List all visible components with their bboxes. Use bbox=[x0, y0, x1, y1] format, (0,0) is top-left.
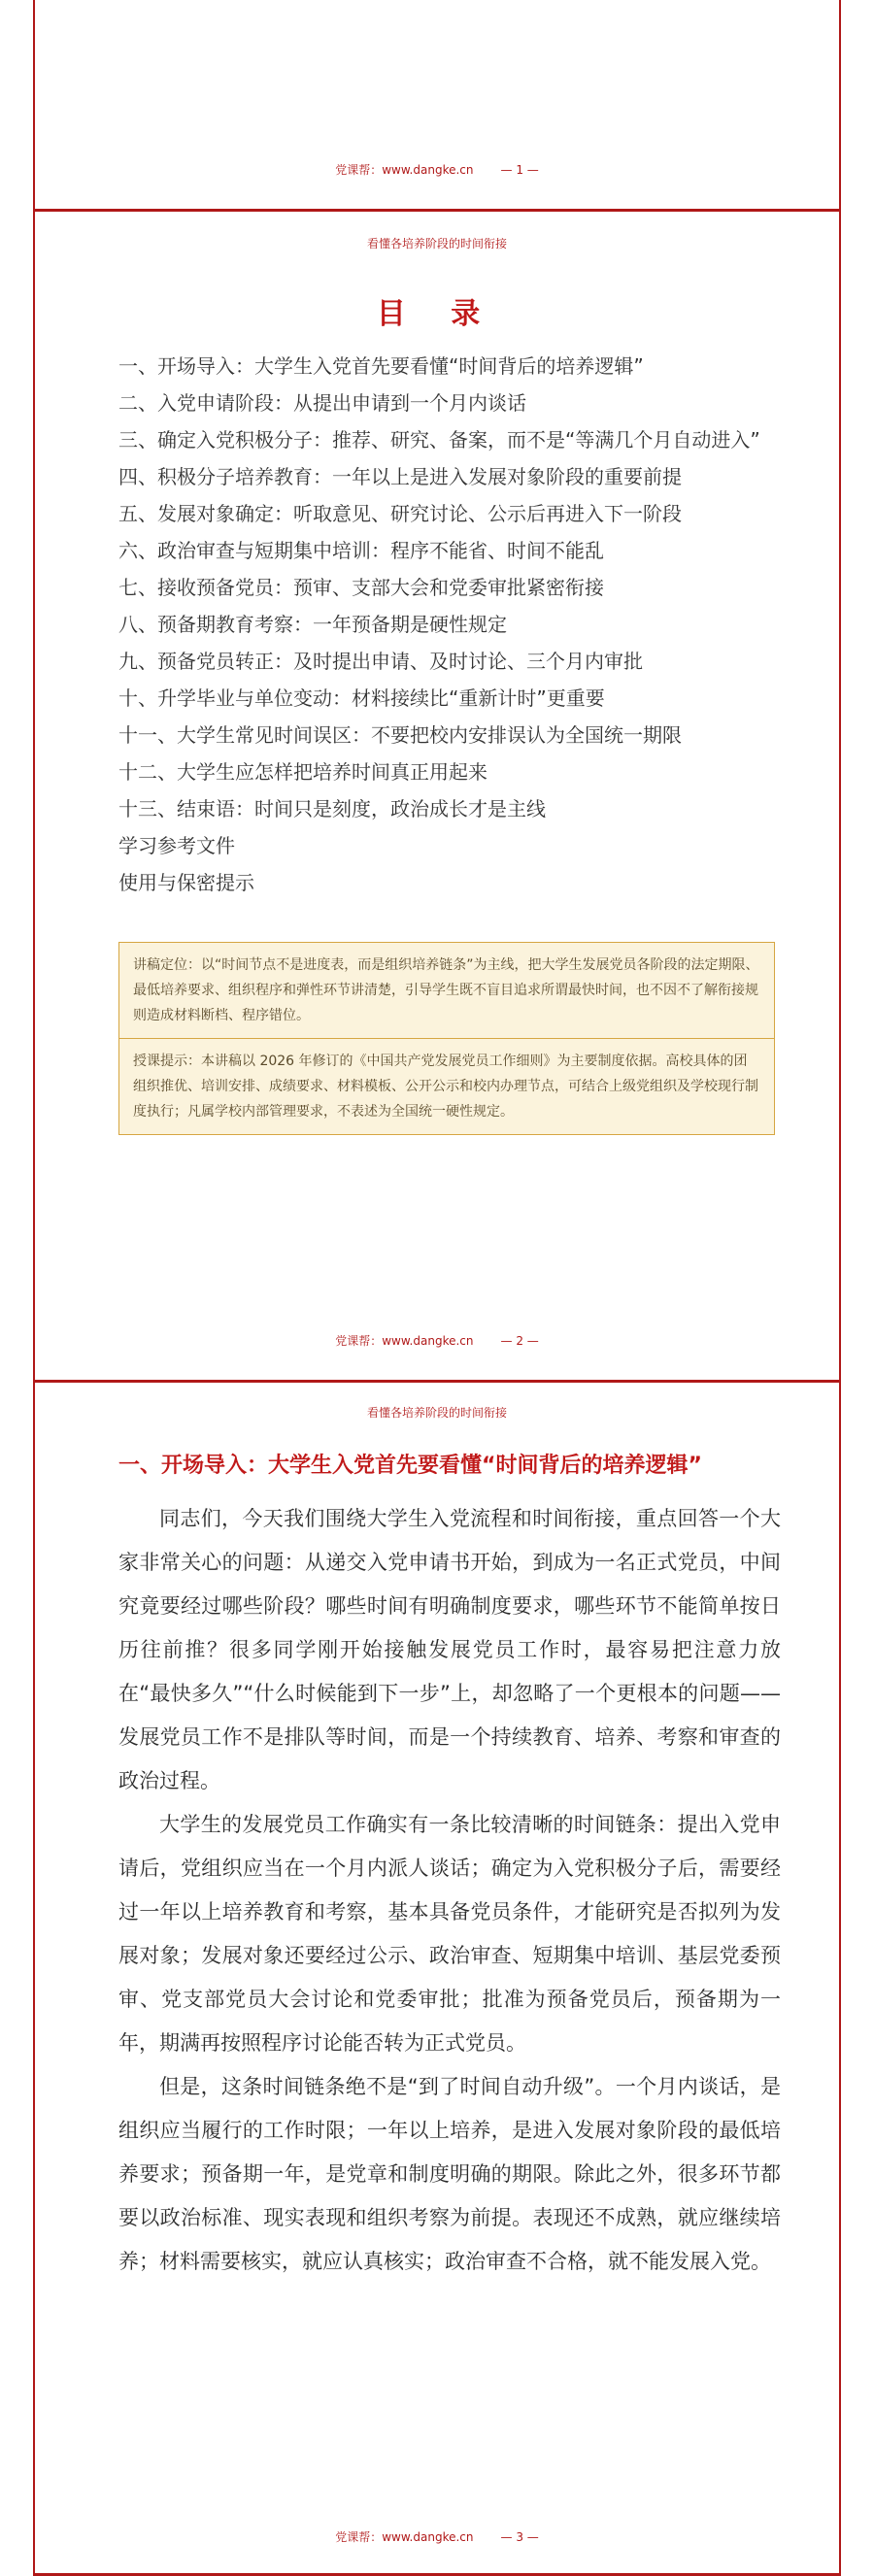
toc-item[interactable]: 九、预备党员转正：及时提出申请、及时讨论、三个月内审批 bbox=[118, 650, 643, 673]
toc-item[interactable]: 八、预备期教育考察：一年预备期是硬性规定 bbox=[118, 613, 507, 636]
toc-item[interactable]: 七、接收预备党员：预审、支部大会和党委审批紧密衔接 bbox=[118, 576, 604, 599]
page-footer bbox=[35, 2528, 839, 2545]
toc-item[interactable]: 十一、大学生常见时间误区：不要把校内安排误认为全国统一期限 bbox=[118, 723, 682, 747]
toc-item[interactable]: 十二、大学生应怎样把培养时间真正用起来 bbox=[118, 760, 487, 784]
toc-item[interactable]: 二、入党申请阶段：从提出申请到一个月内谈话 bbox=[118, 391, 526, 415]
body-paragraph: 但是，这条时间链条绝不是“到了时间自动升级”。一个月内谈话，是组织应当履行的工作时限；一年以上培养，是进入发展对象阶段的最低培养要求；预备期一年，是党章和制度明确的期限。除此之外，很多环节都要以政治标准、现实表现和组织考察为前提。表现还不成熟，就应继续培养；材料需要核实，就应认真核实；政治审查不合格，就不能发展入党。 bbox=[118, 2075, 781, 2273]
toc-title: 目 录 bbox=[376, 297, 498, 331]
toc-list bbox=[118, 348, 779, 901]
toc-item[interactable]: 四、积极分子培养教育：一年以上是进入发展对象阶段的重要前提 bbox=[118, 465, 682, 488]
section-body bbox=[118, 1497, 781, 2284]
page-footer bbox=[35, 1332, 839, 1349]
page-3 bbox=[33, 1383, 841, 2576]
page-1 bbox=[33, 0, 841, 212]
toc-item[interactable]: 一、开场导入：大学生入党首先要看懂“时间背后的培养逻辑” bbox=[118, 354, 644, 378]
toc-item[interactable]: 十、升学毕业与单位变动：材料接续比“重新计时”更重要 bbox=[118, 686, 605, 710]
running-header: 看懂各培养阶段的时间衔接 bbox=[366, 237, 507, 251]
toc-item[interactable]: 六、政治审查与短期集中培训：程序不能省、时间不能乱 bbox=[118, 539, 604, 562]
footer-site: 党课帮：www.dangke.cn bbox=[335, 1334, 474, 1348]
note-positioning: 讲稿定位：以“时间节点不是进度表，而是组织培养链条”为主线，把大学生发展党员各阶段的法定期限、最低培养要求、组织程序和弹性环节讲清楚，引导学生既不盲目追求所谓最快时间，也不因不了解衔接规则造成材料断档、程序错位。 bbox=[133, 957, 759, 1023]
toc-item[interactable]: 三、确定入党积极分子：推荐、研究、备案，而不是“等满几个月自动进入” bbox=[118, 428, 760, 452]
note-teaching-tips: 授课提示：本讲稿以 2026 年修订的《中国共产党发展党员工作细则》为主要制度依据。高校具体的团组织推优、培训安排、成绩要求、材料模板、公开公示和校内办理节点，可结合上级党组织及学校现行制度执行；凡属学校内部管理要求，不表述为全国统一硬性规定。 bbox=[119, 1038, 774, 1134]
body-paragraph: 大学生的发展党员工作确实有一条比较清晰的时间链条：提出入党申请后，党组织应当在一个月内派人谈话；确定为入党积极分子后，需要经过一年以上培养教育和考察，基本具备党员条件，才能研究是否拟列为发展对象；发展对象还要经过公示、政治审查、短期集中培训、基层党委预审、党支部党员大会讨论和党委审批；批准为预备党员后，预备期为一年，期满再按照程序讨论能否转为正式党员。 bbox=[118, 1813, 781, 2055]
page-2 bbox=[33, 212, 841, 1383]
toc-item[interactable]: 十三、结束语：时间只是刻度，政治成长才是主线 bbox=[118, 797, 546, 820]
footer-page-number: — 1 — bbox=[500, 163, 539, 177]
footer-page-number: — 2 — bbox=[500, 1334, 539, 1348]
toc-item[interactable]: 五、发展对象确定：听取意见、研究讨论、公示后再进入下一阶段 bbox=[118, 502, 682, 525]
lecture-note-box bbox=[118, 942, 775, 1135]
page-footer bbox=[35, 161, 839, 178]
footer-site: 党课帮：www.dangke.cn bbox=[335, 2530, 474, 2544]
footer-site: 党课帮：www.dangke.cn bbox=[335, 163, 474, 177]
body-paragraph: 同志们，今天我们围绕大学生入党流程和时间衔接，重点回答一个大家非常关心的问题：从递交入党申请书开始，到成为一名正式党员，中间究竟要经过哪些阶段？哪些时间有明确制度要求，哪些环节不能简单按日历往前推？很多同学刚开始接触发展党员工作时，最容易把注意力放在“最快多久”“什么时候能到下一步”上，却忽略了一个更根本的问题——发展党员工作不是排队等时间，而是一个持续教育、培养、考察和审查的政治过程。 bbox=[118, 1507, 781, 1792]
toc-item[interactable]: 使用与保密提示 bbox=[118, 871, 254, 894]
section-heading: 一、开场导入：大学生入党首先要看懂“时间背后的培养逻辑” bbox=[118, 1454, 702, 1478]
running-header: 看懂各培养阶段的时间衔接 bbox=[366, 1406, 507, 1420]
footer-page-number: — 3 — bbox=[500, 2530, 539, 2544]
toc-item[interactable]: 学习参考文件 bbox=[118, 834, 235, 857]
